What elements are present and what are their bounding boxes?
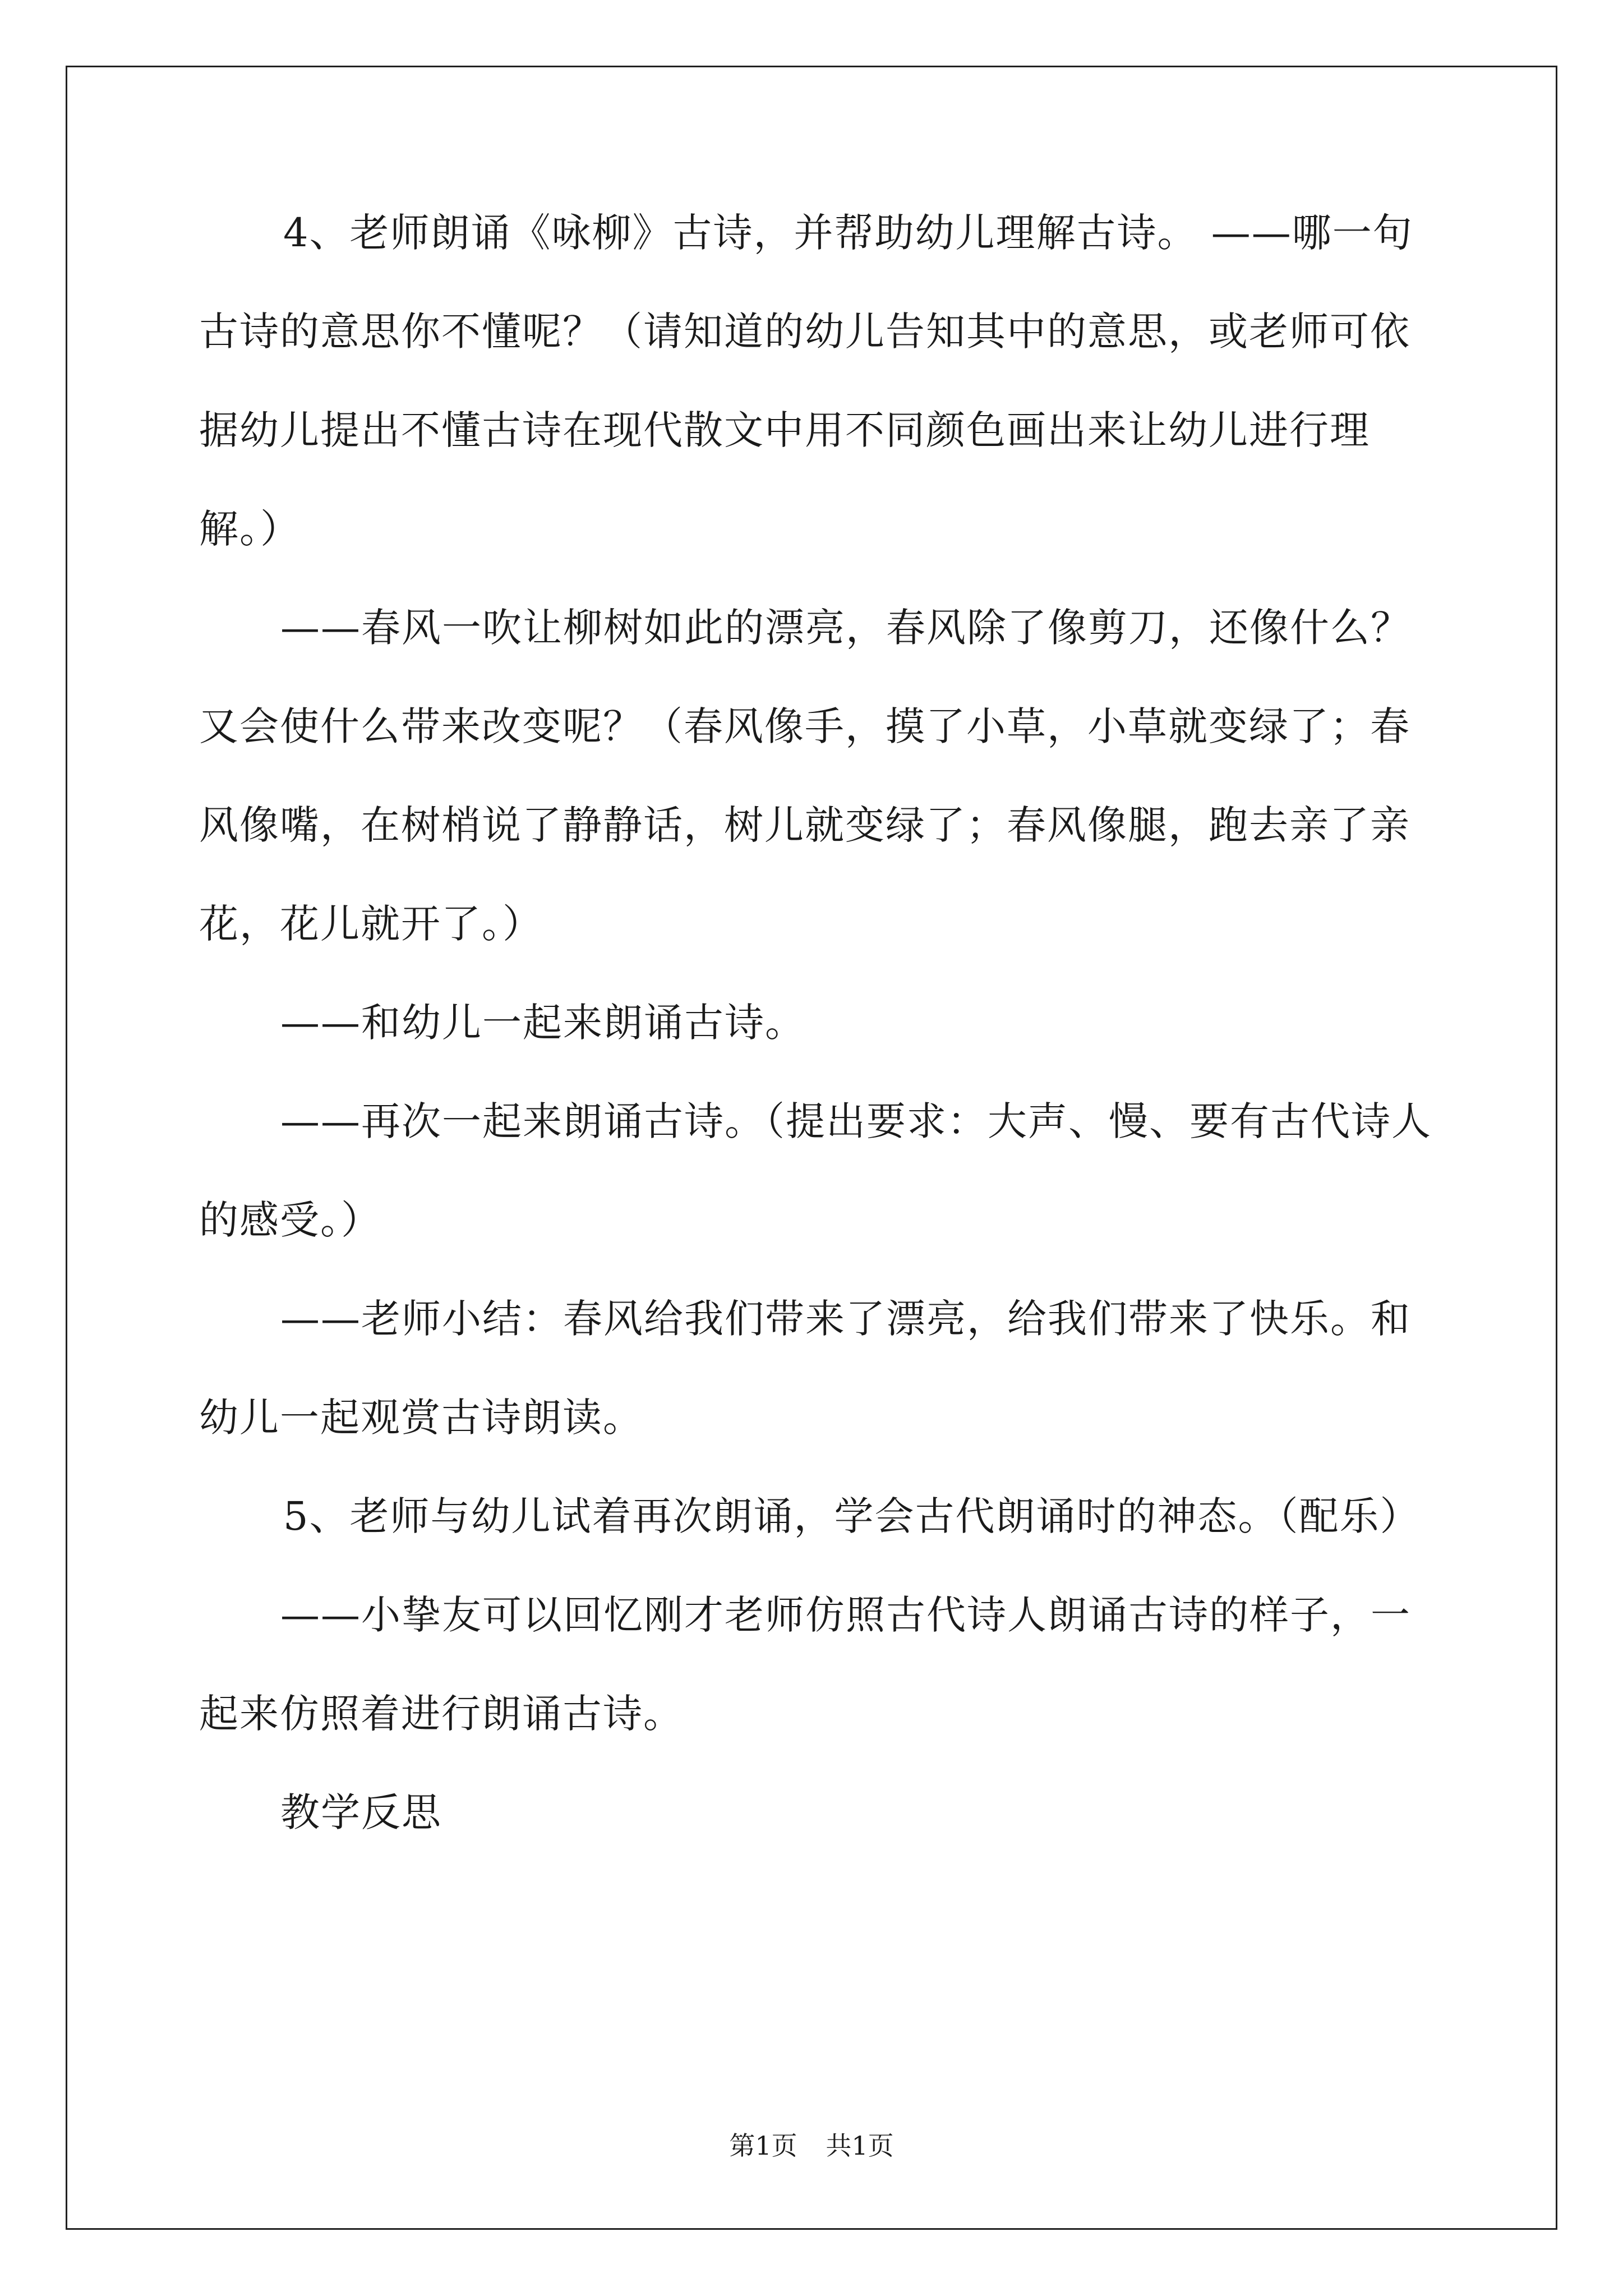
paragraph-line: 花，花儿就开了。） bbox=[199, 901, 543, 947]
paragraph-line: 据幼儿提出不懂古诗在现代散文中用不同颜色画出来让幼儿进行理 bbox=[199, 407, 1370, 453]
paragraph-line: 风像嘴，在树梢说了静静话，树儿就变绿了；春风像腿，跑去亲了亲 bbox=[199, 802, 1410, 848]
paragraph-line: 5、老师与幼儿试着再次朗诵，学会古代朗诵时的神态。（配乐） bbox=[283, 1493, 1421, 1539]
paragraph-line: 古诗的意思你不懂呢？（请知道的幼儿告知其中的意思，或老师可依 bbox=[199, 309, 1410, 355]
page-footer bbox=[0, 2132, 1623, 2160]
page-number: 第1页 bbox=[729, 2131, 797, 2161]
paragraph-line: 起来仿照着进行朗诵古诗。 bbox=[199, 1691, 684, 1737]
section-heading: 教学反思 bbox=[280, 1789, 442, 1835]
document-body bbox=[199, 210, 1433, 1892]
paragraph-line: ——小挚友可以回忆刚才老师仿照古代诗人朗诵古诗的样子，一 bbox=[280, 1592, 1411, 1638]
paragraph-line: ——春风一吹让柳树如此的漂亮，春风除了像剪刀，还像什么？ bbox=[280, 605, 1411, 651]
paragraph-line: 4、老师朗诵《咏柳》古诗，并帮助幼儿理解古诗。 ——哪一句 bbox=[283, 210, 1413, 256]
paragraph-line: 解。） bbox=[199, 506, 301, 552]
paragraph-line: ——再次一起来朗诵古诗。（提出要求：大声、慢、要有古代诗人 bbox=[280, 1098, 1432, 1144]
paragraph-line: 的感受。） bbox=[199, 1197, 381, 1243]
page-total: 共1页 bbox=[826, 2131, 894, 2161]
paragraph-line: ——老师小结：春风给我们带来了漂亮，给我们带来了快乐。和 bbox=[280, 1296, 1411, 1342]
paragraph-line: 幼儿一起观赏古诗朗读。 bbox=[199, 1395, 643, 1441]
paragraph-line: ——和幼儿一起来朗诵古诗。 bbox=[280, 1000, 805, 1046]
paragraph-line: 又会使什么带来改变呢？（春风像手，摸了小草，小草就变绿了；春 bbox=[199, 703, 1410, 749]
